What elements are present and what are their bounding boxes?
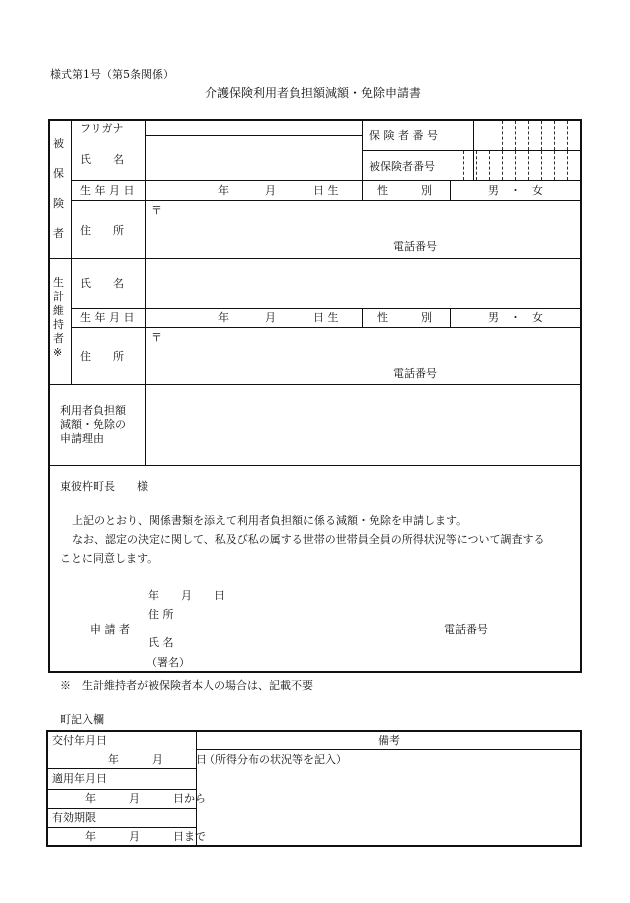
applicant-name-label: 氏 名 [148, 636, 174, 649]
phone-label: 電話番号 [393, 240, 437, 253]
year-label: 年 [218, 184, 229, 197]
section-label-char: 者 [53, 227, 64, 240]
section-label-char: ※ [53, 346, 63, 359]
insured-number-label: 被保険者番号 [369, 160, 435, 173]
applicant-address-label: 住 所 [148, 608, 174, 621]
section-label-char: 者 [53, 332, 64, 345]
postal-mark: 〒 [151, 204, 162, 217]
birthdate-field[interactable] [147, 309, 361, 326]
signature-label: （署名） [146, 656, 190, 669]
applicant-name-field[interactable] [190, 634, 430, 650]
postal-mark: 〒 [151, 331, 162, 344]
consent-statement: なお、認定の決定に関して、私及び私の属する世帯の世帯員全員の所得状況等について調査する [72, 533, 545, 546]
sex-options[interactable]: 男 ・ 女 [488, 184, 543, 197]
section-label-char: 維 [53, 304, 64, 317]
name-label: 氏 名 [80, 153, 124, 166]
section-label-char: 計 [53, 290, 64, 303]
application-statement: 上記のとおり、関係書類を添えて利用者負担額に係る減額・免除を申請します。 [72, 514, 468, 527]
month-label: 月 [265, 311, 276, 324]
issue-date-value[interactable]: 年 月 日 [108, 753, 207, 766]
birthdate-field[interactable] [147, 182, 361, 199]
valid-until-label: 有効期限 [52, 811, 96, 824]
sex-label: 性 別 [377, 184, 432, 197]
apply-date-label: 適用年月日 [52, 772, 107, 785]
section-label-char: 険 [53, 197, 64, 210]
addressee: 東彼杵町長 様 [60, 480, 148, 493]
reason-label-line: 申請理由 [60, 432, 104, 445]
address-label: 住 所 [80, 224, 124, 237]
birthdate-label: 生 年 月 日 [80, 184, 135, 197]
valid-until-value[interactable]: 年 月 日まで [85, 830, 206, 843]
insurer-number-field[interactable] [475, 122, 579, 149]
birthdate-label: 生 年 月 日 [80, 311, 135, 324]
form-id: 様式第1号（第5条関係） [50, 68, 174, 81]
reason-label-line: 利用者負担額 [60, 404, 126, 417]
apply-date-value[interactable]: 年 月 日から [85, 792, 206, 805]
address-field[interactable] [147, 329, 579, 383]
insured-number-field[interactable] [452, 152, 579, 179]
applicant-phone-label: 電話番号 [444, 623, 488, 636]
footnote: ※ 生計維持者が被保険者本人の場合は、記載不要 [60, 679, 313, 692]
section-label-char: 持 [53, 318, 64, 331]
insurer-number-label: 保 険 者 番 号 [369, 129, 438, 142]
month-label: 月 [265, 184, 276, 197]
address-field[interactable] [147, 202, 579, 257]
form-title: 介護保険利用者負担額減額・免除申請書 [205, 86, 422, 100]
remarks-label: 備考 [378, 734, 400, 747]
sex-options[interactable]: 男 ・ 女 [488, 311, 543, 324]
year-label: 年 [218, 311, 229, 324]
furigana-label: フリガナ [80, 122, 124, 135]
name-label: 氏 名 [80, 277, 124, 290]
address-label: 住 所 [80, 350, 124, 363]
remarks-field[interactable] [198, 751, 579, 844]
applicant-address-field[interactable] [190, 606, 430, 622]
phone-label: 電話番号 [393, 367, 437, 380]
issue-date-label: 交付年月日 [52, 734, 107, 747]
applicant-label: 申 請 者 [90, 623, 130, 636]
day-label: 日 生 [313, 311, 339, 324]
section-label-char: 被 [53, 137, 64, 150]
name-field[interactable] [147, 137, 361, 179]
name-field[interactable] [147, 260, 579, 307]
remarks-note: （所得分布の状況等を記入） [204, 753, 347, 766]
section-label-char: 保 [53, 167, 64, 180]
reason-label-line: 減額・免除の [60, 418, 126, 431]
consent-statement-end: ことに同意します。 [60, 552, 159, 565]
day-label: 日 生 [313, 184, 339, 197]
section-label-char: 生 [53, 276, 64, 289]
office-heading: 町記入欄 [60, 713, 104, 726]
furigana-field[interactable] [147, 121, 361, 134]
sex-label: 性 別 [377, 311, 432, 324]
application-date[interactable]: 年 月 日 [148, 589, 225, 602]
reason-field[interactable] [147, 386, 579, 464]
